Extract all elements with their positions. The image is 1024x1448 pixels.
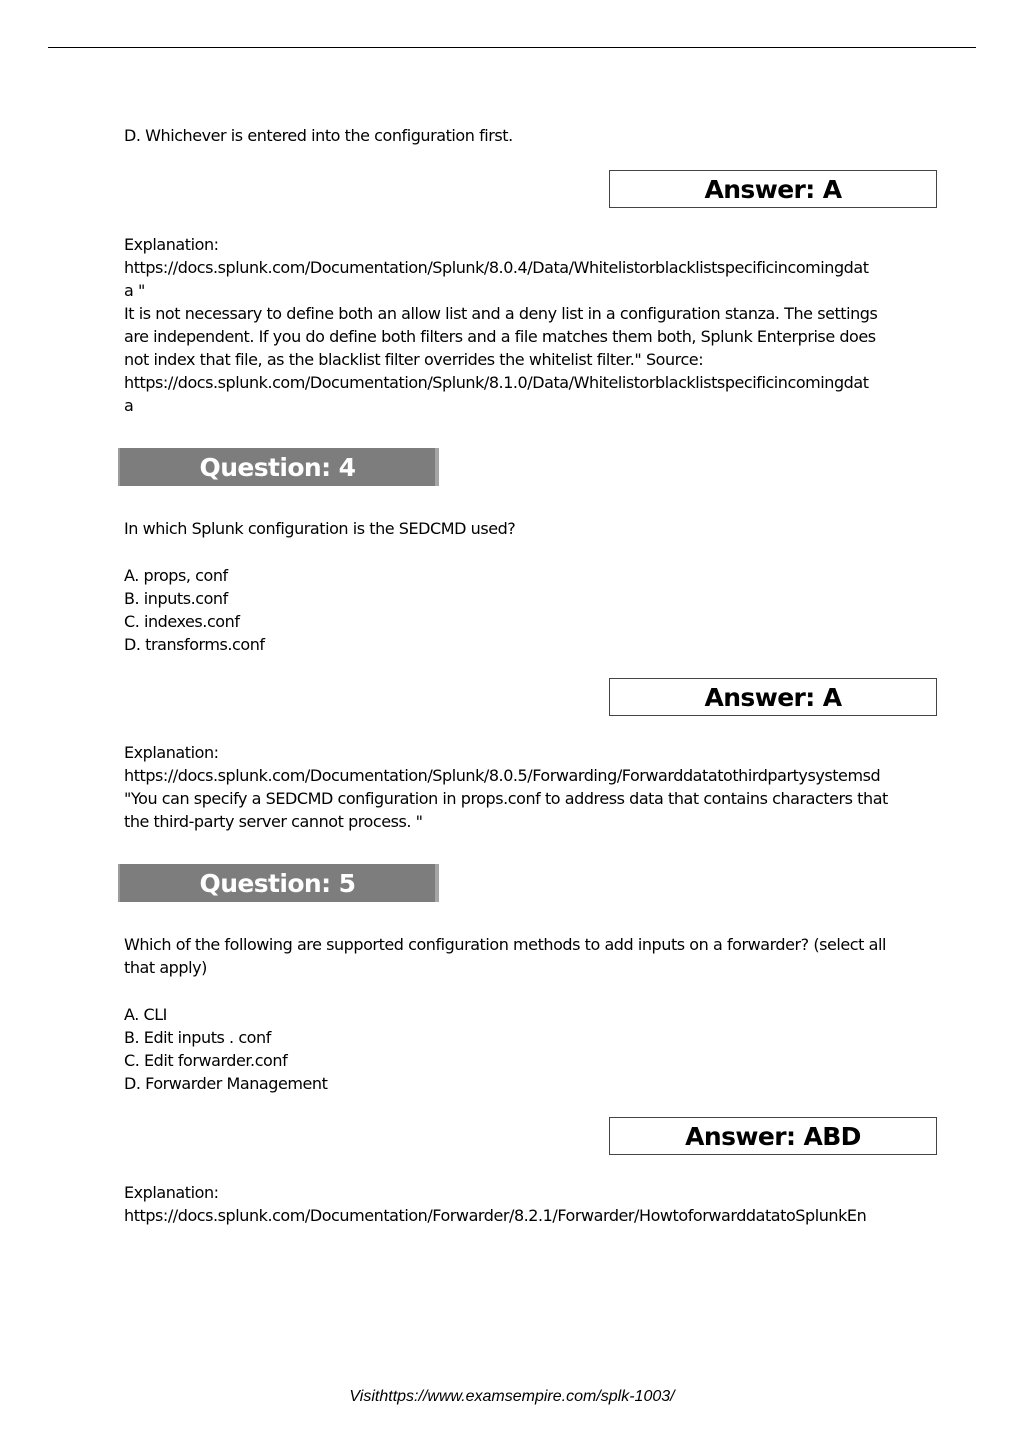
option-a-q5: A. CLI	[124, 1005, 167, 1024]
answer-box-q5: Answer: ABD	[609, 1117, 937, 1155]
question-banner-q4: Question: 4	[118, 448, 439, 486]
explanation-q3: Explanation: https://docs.splunk.com/Documentation/Splunk/8.0.4/Data/Whitelistorblacklistspecificincomingdat a " It is not necessary to define both an allow list and a deny list in a configuration stanza. The settings are independent. If you do define both filters and a file matches them both, Splunk Enterprise does not index that file, as the blacklist filter overrides the whitelist filter." Source: https://docs.splunk.com/Documentation/Splunk/8.1.0/Data/Whitelistorblacklistspecificincomingdat a	[124, 235, 878, 415]
explanation-q4: Explanation: https://docs.splunk.com/Documentation/Splunk/8.0.5/Forwarding/Forwarddatatothirdpartysystemsd "You can specify a SEDCMD configuration in props.conf to address data that contains characters that the third-party server cannot process. "	[124, 743, 888, 831]
option-b-q4: B. inputs.conf	[124, 589, 228, 608]
question-text-q4: In which Splunk configuration is the SEDCMD used?	[124, 519, 516, 538]
previous-option-d: D. Whichever is entered into the configuration first.	[124, 126, 513, 145]
explanation-q5: Explanation: https://docs.splunk.com/Documentation/Forwarder/8.2.1/Forwarder/HowtoforwarddatatoSplunkEn	[124, 1183, 867, 1225]
option-d-q5: D. Forwarder Management	[124, 1074, 328, 1093]
option-a-q4: A. props, conf	[124, 566, 228, 585]
option-b-q5: B. Edit inputs . conf	[124, 1028, 271, 1047]
option-c-q5: C. Edit forwarder.conf	[124, 1051, 288, 1070]
question-text-q5: Which of the following are supported configuration methods to add inputs on a forwarder? (select all that apply)	[124, 935, 886, 977]
answer-box-q4: Answer: A	[609, 678, 937, 716]
answer-box-q3: Answer: A	[609, 170, 937, 208]
option-d-q4: D. transforms.conf	[124, 635, 265, 654]
option-c-q4: C. indexes.conf	[124, 612, 240, 631]
question-banner-q5: Question: 5	[118, 864, 439, 902]
footer-link[interactable]: Visithttps://www.examsempire.com/splk-1003/	[349, 1388, 675, 1405]
header-rule	[48, 47, 976, 48]
